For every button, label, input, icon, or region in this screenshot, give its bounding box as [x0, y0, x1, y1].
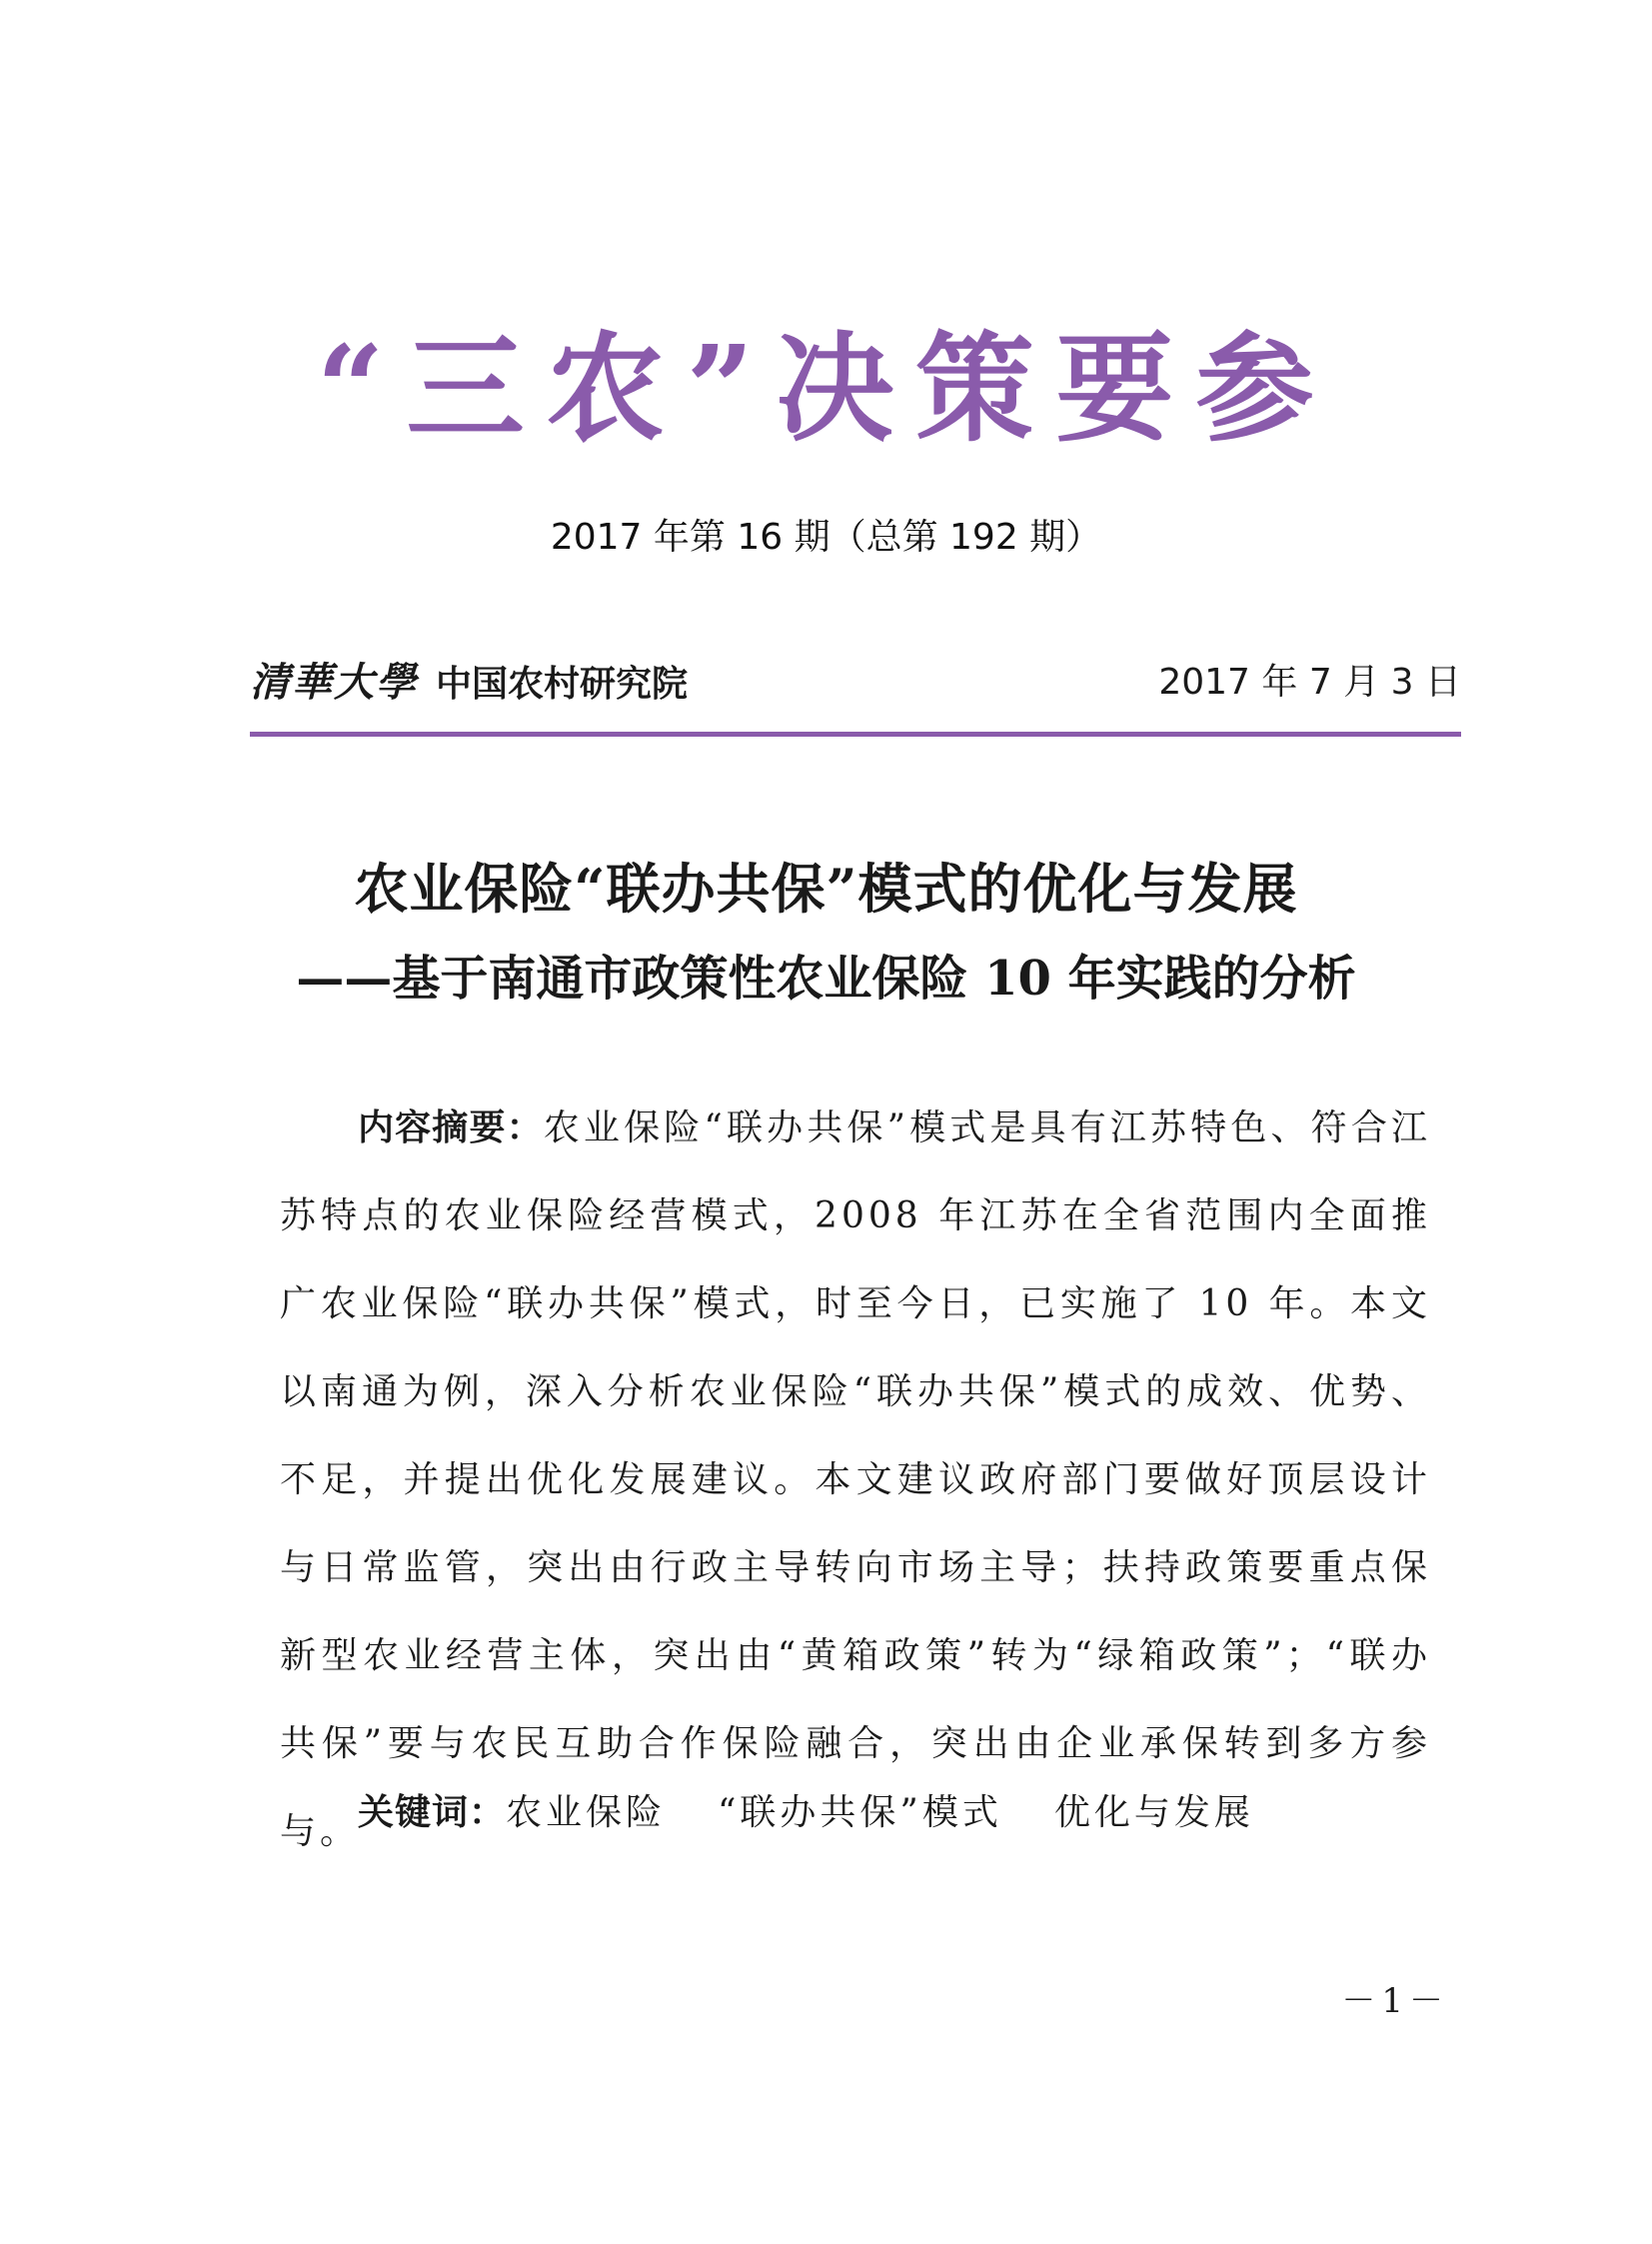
abstract-label: 内容摘要：: [358, 1108, 544, 1148]
abstract-text: 农业保险“联办共保”模式是具有江苏特色、符合江苏特点的农业保险经营模式，2008 年江苏在全省范围内全面推广农业保险“联办共保”模式，时至今日，已实施了 10 年。本文以南通为例，深入分析农业保险“联办共保”模式的成效、优势、不足，并提出优化发展建议。本文建议政府部门要做好顶层设计与日常监管，突出由行政主导转向市场主导；扶持政策要重点保新型农业经营主体，突出由“黄箱政策”转为“绿箱政策”；“联办共保”要与农民互助合作保险融合，突出由企业承保转到多方参与。: [280, 1108, 1431, 1852]
publication-date: 2017 年 7 月 3 日: [1158, 662, 1461, 703]
keyword-item: “联办共保”模式: [718, 1792, 1002, 1833]
university-logo-text: 清華大學: [250, 659, 418, 706]
masthead-title: “三农”决策要参: [316, 319, 1336, 458]
article-subtitle: ——基于南通市政策性农业保险 10 年实践的分析: [296, 951, 1356, 1007]
header-divider: [250, 732, 1461, 737]
article-title: 农业保险“联办共保”模式的优化与发展: [354, 857, 1298, 921]
page-number: －1－: [1341, 1981, 1449, 2021]
keyword-item: 优化与发展: [1053, 1792, 1254, 1833]
publisher: [250, 655, 688, 712]
keyword-item: 农业保险: [506, 1792, 667, 1833]
issue-number: 2017 年第 16 期（总第 192 期）: [550, 517, 1102, 558]
abstract-paragraph: [280, 1085, 1431, 1876]
keywords-label: 关键词：: [358, 1792, 507, 1833]
keywords-line: [358, 1769, 1254, 1857]
institute-name: 中国农村研究院: [436, 663, 689, 705]
publisher-row: [250, 655, 1461, 711]
